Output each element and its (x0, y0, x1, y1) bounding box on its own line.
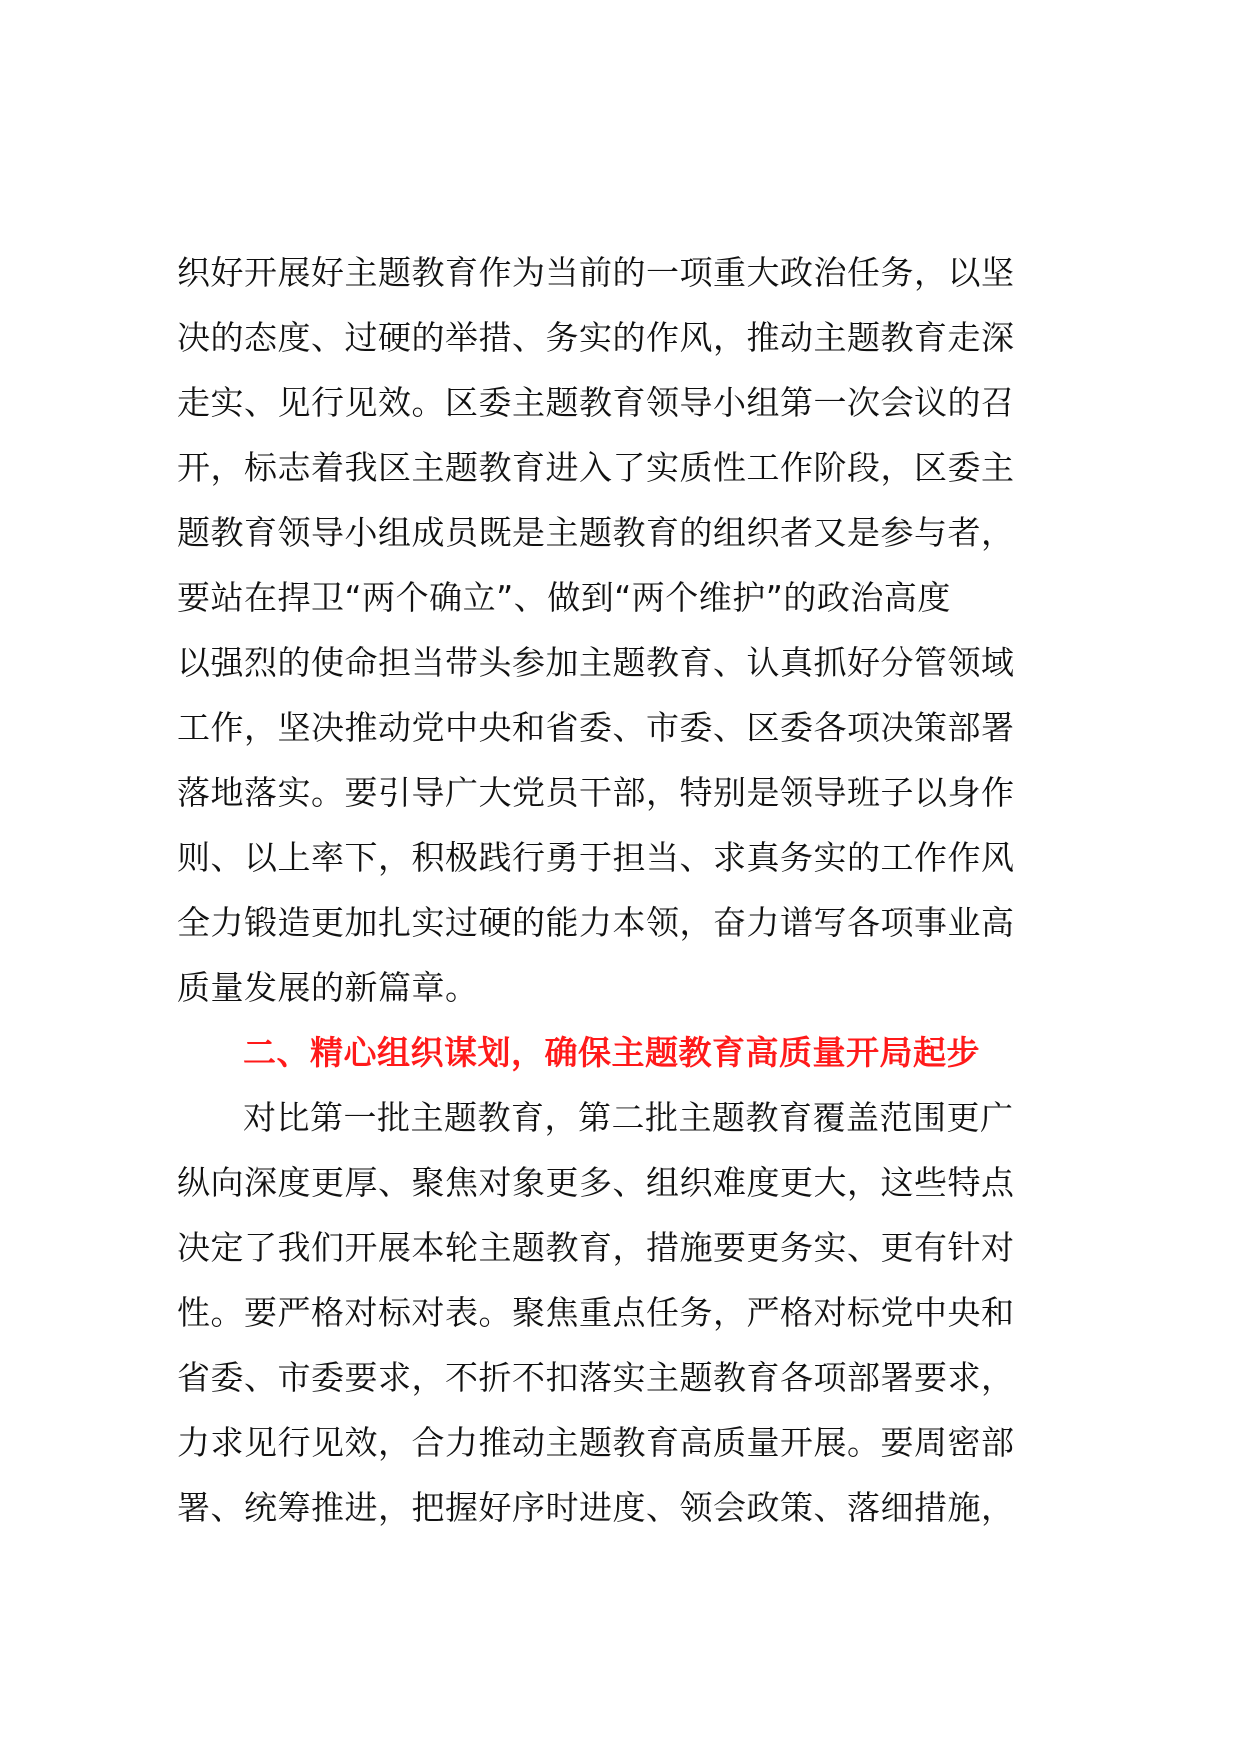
text-line: 走实、见行见效。区委主题教育领导小组第一次会议的召 (177, 383, 1015, 422)
text-line: 要站在捍卫“两个确立”、做到“两个维护”的政治高度 (177, 578, 951, 617)
text-line: 纵向深度更厚、聚焦对象更多、组织难度更大，这些特点 (177, 1163, 1015, 1202)
text-line: 力求见行见效，合力推动主题教育高质量开展。要周密部 (177, 1423, 1015, 1462)
document-body (177, 240, 1077, 1540)
text-line: 决定了我们开展本轮主题教育，措施要更务实、更有针对 (177, 1228, 1015, 1267)
text-line: 全力锻造更加扎实过硬的能力本领，奋力谱写各项事业高 (177, 903, 1015, 942)
text-line: 省委、市委要求，不折不扣落实主题教育各项部署要求， (177, 1358, 1015, 1397)
text-line: 署、统筹推进，把握好序时进度、领会政策、落细措施， (177, 1488, 1015, 1527)
text-line: 工作，坚决推动党中央和省委、市委、区委各项决策部署 (177, 708, 1015, 747)
text-line: 落地落实。要引导广大党员干部，特别是领导班子以身作 (177, 773, 1015, 812)
text-line: 决的态度、过硬的举措、务实的作风，推动主题教育走深 (177, 318, 1015, 357)
text-line: 对比第一批主题教育，第二批主题教育覆盖范围更广 (243, 1098, 1014, 1137)
text-line: 性。要严格对标对表。聚焦重点任务，严格对标党中央和 (177, 1293, 1015, 1332)
text-line: 质量发展的新篇章。 (177, 968, 479, 1007)
text-line: 开，标志着我区主题教育进入了实质性工作阶段，区委主 (177, 448, 1015, 487)
text-line: 题教育领导小组成员既是主题教育的组织者又是参与者， (177, 513, 1015, 552)
text-line: 则、以上率下，积极践行勇于担当、求真务实的工作作风 (177, 838, 1015, 877)
paragraph-1 (177, 240, 1077, 1020)
section-heading-2: 二、精心组织谋划，确保主题教育高质量开局起步 (243, 1033, 980, 1072)
text-line: 以强烈的使命担当带头参加主题教育、认真抓好分管领域 (177, 643, 1015, 682)
paragraph-2 (177, 1085, 1077, 1540)
text-line: 织好开展好主题教育作为当前的一项重大政治任务，以坚 (177, 253, 1015, 292)
